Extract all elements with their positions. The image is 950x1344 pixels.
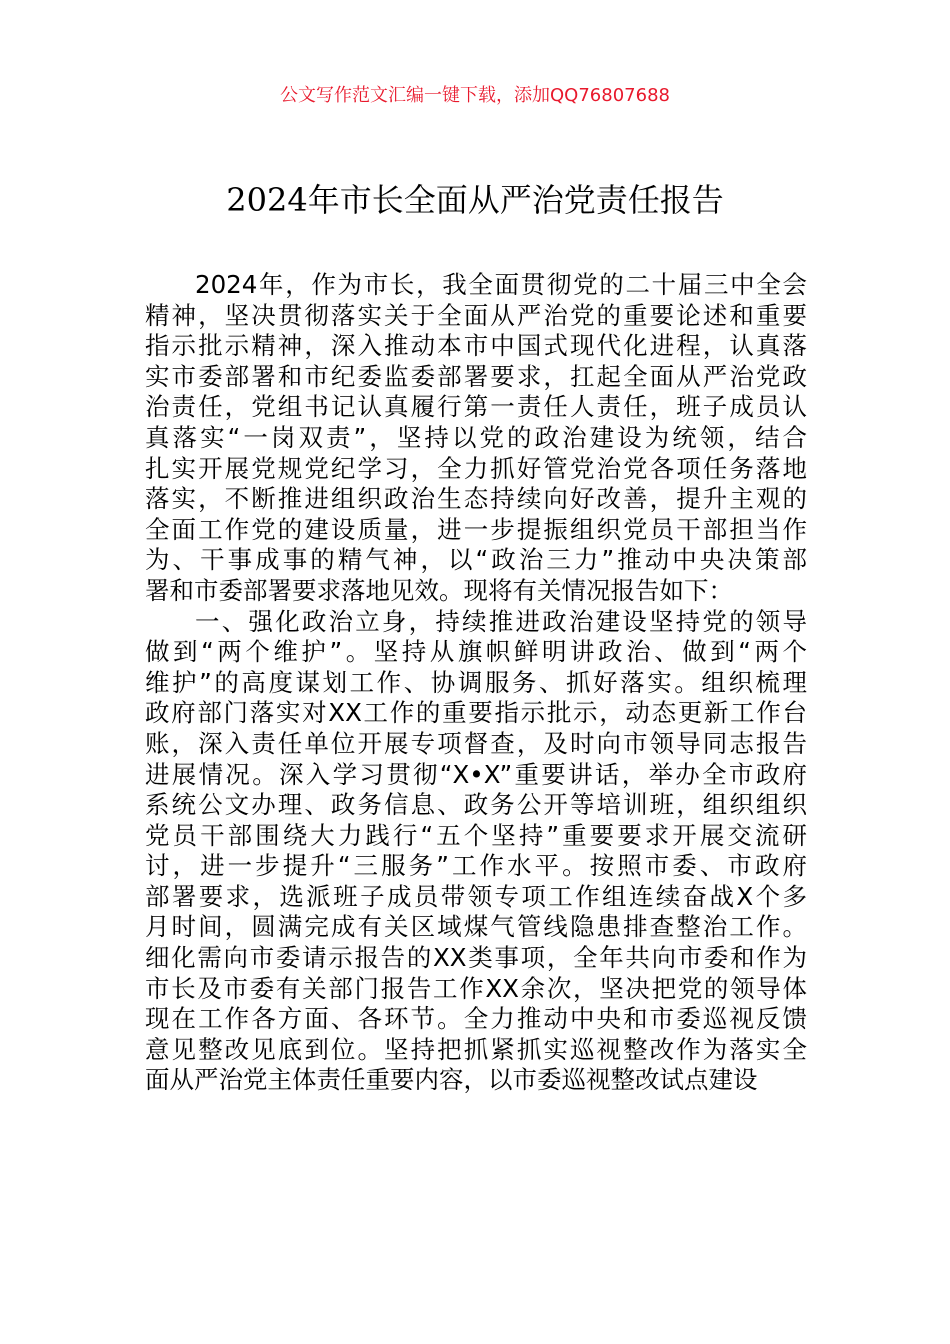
paragraph-line: 部署要求，选派班子成员带领专项工作组连续奋战X个多 bbox=[145, 881, 807, 911]
paragraph-line: 做到“两个维护”。坚持从旗帜鲜明讲政治、做到“两个 bbox=[145, 637, 807, 667]
paragraph-line: 扎实开展党规党纪学习，全力抓好管党治党各项任务落地 bbox=[145, 453, 807, 483]
paragraph-line: 政府部门落实对XX工作的重要指示批示，动态更新工作台 bbox=[145, 698, 807, 728]
paragraph-line: 讨，进一步提升“三服务”工作水平。按照市委、市政府 bbox=[145, 851, 807, 881]
paragraph bbox=[145, 270, 807, 607]
document-body bbox=[145, 270, 807, 1096]
paragraph-line: 为、干事成事的精气神，以“政治三力”推动中央决策部 bbox=[145, 545, 807, 575]
paragraph-line: 账，深入责任单位开展专项督查，及时向市领导同志报告 bbox=[145, 728, 807, 758]
paragraph-line: 指示批示精神，深入推动本市中国式现代化进程，认真落 bbox=[145, 331, 807, 361]
paragraph-line: 署和市委部署要求落地见效。现将有关情况报告如下： bbox=[145, 575, 733, 605]
paragraph-line: 意见整改见底到位。坚持把抓紧抓实巡视整改作为落实全 bbox=[145, 1034, 807, 1064]
paragraph-line: 进展情况。深入学习贯彻“X•X”重要讲话，举办全市政府 bbox=[145, 759, 807, 789]
paragraph bbox=[145, 607, 807, 1097]
paragraph-line: 全面工作党的建设质量，进一步提振组织党员干部担当作 bbox=[145, 514, 807, 544]
paragraph-line: 真落实“一岗双责”，坚持以党的政治建设为统领，结合 bbox=[145, 422, 807, 452]
document-title: 2024年市长全面从严治党责任报告 bbox=[226, 181, 724, 219]
paragraph-line: 月时间，圆满完成有关区域煤气管线隐患排查整治工作。 bbox=[145, 912, 807, 942]
paragraph-line: 维护”的高度谋划工作、协调服务、抓好落实。组织梳理 bbox=[145, 667, 807, 697]
paragraph-line: 一、强化政治立身，持续推进政治建设坚持党的领导 bbox=[195, 606, 807, 636]
paragraph-line: 系统公文办理、政务信息、政务公开等培训班，组织组织 bbox=[145, 790, 807, 820]
paragraph-line: 市长及市委有关部门报告工作XX余次，坚决把党的领导体 bbox=[145, 973, 807, 1003]
paragraph-line: 精神，坚决贯彻落实关于全面从严治党的重要论述和重要 bbox=[145, 300, 807, 330]
paragraph-line: 面从严治党主体责任重要内容，以市委巡视整改试点建设 bbox=[145, 1065, 758, 1095]
paragraph-line: 实市委部署和市纪委监委部署要求，扛起全面从严治党政 bbox=[145, 361, 807, 391]
paragraph-line: 落实，不断推进组织政治生态持续向好改善，提升主观的 bbox=[145, 484, 807, 514]
paragraph-line: 现在工作各方面、各环节。全力推动中央和市委巡视反馈 bbox=[145, 1004, 807, 1034]
paragraph-line: 治责任，党组书记认真履行第一责任人责任，班子成员认 bbox=[145, 392, 807, 422]
paragraph-line: 细化需向市委请示报告的XX类事项，全年共向市委和作为 bbox=[145, 943, 807, 973]
download-banner: 公文写作范文汇编一键下载，添加QQ76807688 bbox=[280, 85, 670, 106]
paragraph-line: 2024年，作为市长，我全面贯彻党的二十届三中全会 bbox=[195, 270, 807, 299]
paragraph-line: 党员干部围绕大力践行“五个坚持”重要要求开展交流研 bbox=[145, 820, 807, 850]
